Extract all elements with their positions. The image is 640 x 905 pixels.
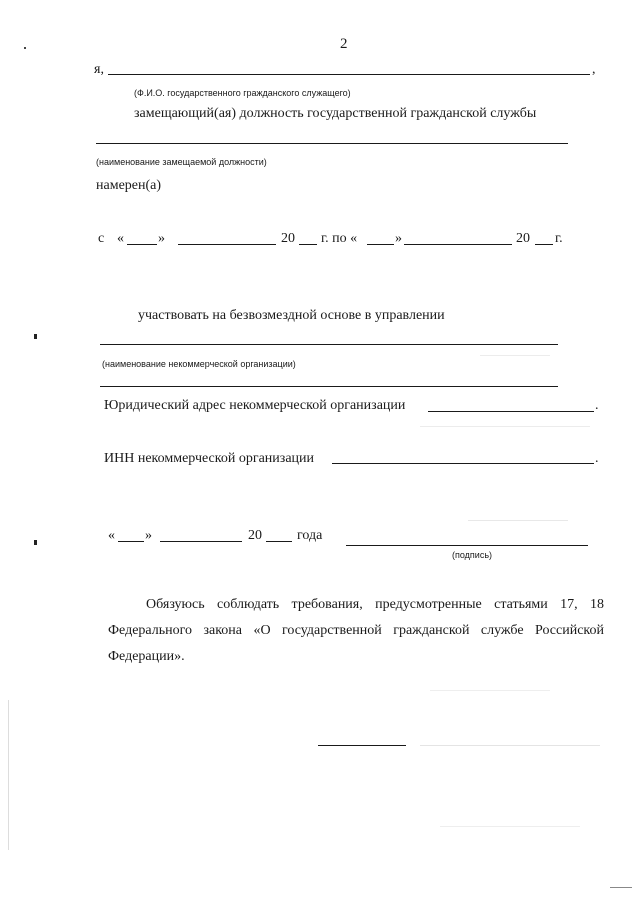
participate-text: участвовать на безвозмездной основе в управлении [138,308,445,323]
period-month-1-line[interactable] [178,244,276,245]
fio-suffix: , [592,62,596,77]
position-caption: (наименование замещаемой должности) [96,157,267,167]
period-year-1-line[interactable] [299,244,317,245]
final-signature-line[interactable] [318,745,406,746]
period-year-prefix-1: 20 [281,231,295,246]
period-close-quote-2: » [395,231,402,246]
org-caption: (наименование некоммерческой организации) [102,359,296,369]
period-day-1-line[interactable] [127,244,157,245]
period-close-quote-1: » [158,231,165,246]
period-to-suffix: г. [555,231,563,246]
intend-text: намерен(а) [96,178,162,193]
date-close-quote: » [145,528,152,543]
period-from-word: с [98,231,105,246]
period-year-prefix-2: 20 [516,231,530,246]
fio-prefix: я, [94,62,104,77]
signature-caption: (подпись) [452,550,493,560]
inn-label: ИНН некоммерческой организации [104,451,315,466]
period-year-2-line[interactable] [535,244,553,245]
legal-address-label: Юридический адрес некоммерческой организации [104,398,406,413]
legal-address-suffix: . [595,398,599,413]
period-month-2-line[interactable] [404,244,512,245]
position-text: замещающий(ая) должность государственной гражданской службы [134,106,537,121]
date-year-line[interactable] [266,541,292,542]
period-day-2-line[interactable] [367,244,394,245]
period-from-suffix: г. по « [321,231,358,246]
period-open-quote-1: « [117,231,124,246]
signature-line[interactable] [346,545,588,546]
date-year-prefix: 20 [248,528,262,543]
obligation-line-3: Федерации». [108,649,185,664]
position-line[interactable] [96,143,568,144]
org-name-line-2[interactable] [100,386,558,387]
date-year-suffix: года [297,528,323,543]
date-month-line[interactable] [160,541,242,542]
inn-suffix: . [595,451,599,466]
org-name-line[interactable] [100,344,558,345]
fio-caption: (Ф.И.О. государственного гражданского служащего) [134,88,351,98]
date-open-quote: « [108,528,115,543]
legal-address-line[interactable] [428,411,594,412]
obligation-line-1: Обязуюсь соблюдать требования, предусмотренные статьями 17, 18 [146,597,604,612]
fio-line[interactable] [108,74,590,75]
date-day-line[interactable] [118,541,144,542]
obligation-line-2: Федерального закона «О государственной гражданской службе Российской [108,623,604,638]
page-number: 2 [340,36,348,52]
inn-line[interactable] [332,463,594,464]
